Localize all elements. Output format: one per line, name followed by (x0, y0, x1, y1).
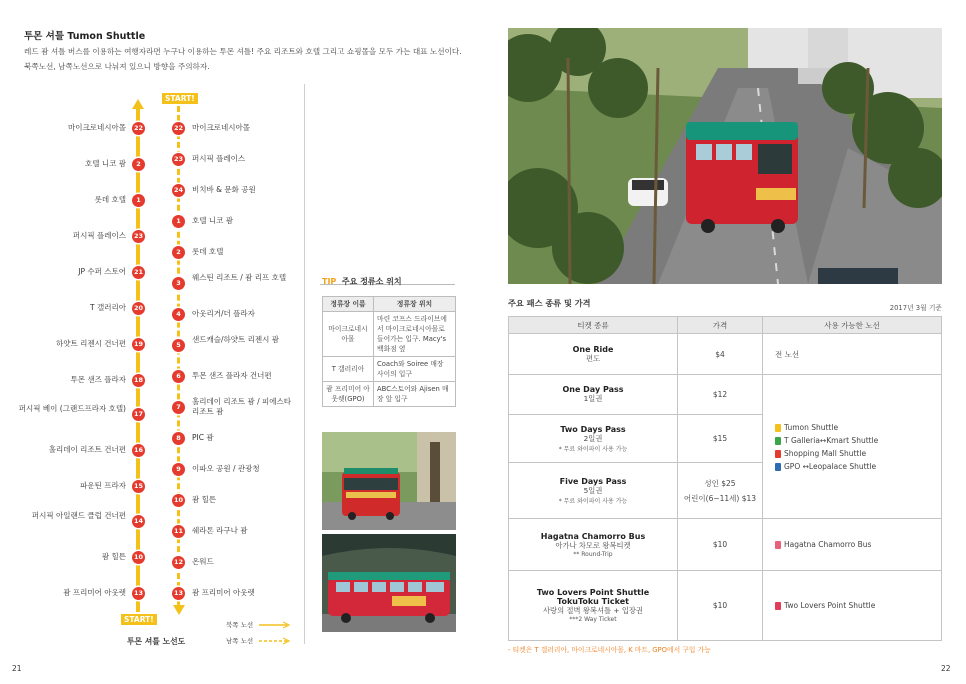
line-shopping-mall (775, 449, 937, 458)
pass-price-cell (678, 463, 763, 519)
south-stop-node: 11 (172, 525, 185, 538)
south-stop-label: 아웃리거/더 플라자 (192, 309, 255, 318)
pass-price: $10 (678, 519, 763, 571)
pass-price: $4 (678, 334, 763, 375)
south-arrow-icon (173, 605, 185, 615)
stop-name: 마이크로네시아몰 (323, 312, 374, 357)
shuttle-photo-1 (322, 432, 456, 530)
north-stop-node: 20 (132, 302, 145, 315)
legend-north (226, 620, 293, 629)
column-divider (304, 84, 305, 644)
table-row (323, 357, 456, 382)
north-stop-node: 23 (132, 230, 145, 243)
pass-date-note: 2017년 3월 기준 (889, 304, 942, 312)
south-stop-label: 홀리데이 리조트 괌 / 피에스타 리조트 괌 (192, 397, 292, 416)
stop-location: Coach와 Soiree 매장 사이의 입구 (374, 357, 456, 382)
north-stop-node: 16 (132, 444, 145, 457)
street-photo (508, 28, 942, 284)
table-row (323, 312, 456, 357)
north-stop-label: 퍼시픽 아일랜드 클럽 건너편 (31, 511, 126, 520)
pass-sub: 5일권 (583, 485, 603, 495)
south-stop-node: 23 (172, 153, 185, 166)
stop-header-location: 정류장 위치 (374, 297, 456, 312)
north-stop-label: 파운틴 프라자 (80, 481, 126, 490)
pass-note: * 무료 와이파이 사용 가능 (558, 497, 628, 505)
pass-name: Five Days Pass (559, 476, 627, 486)
south-stop-label: 웨스틴 리조트 / 괌 리프 호텔 (192, 273, 287, 282)
legend-south (226, 636, 293, 645)
pass-sub: 편도 (585, 353, 601, 363)
map-title: 투몬 셔틀 노선도 (127, 637, 186, 646)
line-label: GPO ↔Leopalace Shuttle (784, 461, 877, 471)
pass-ticket (509, 334, 678, 375)
south-stop-node: 12 (172, 556, 185, 569)
intro-text: 레드 괌 셔틀 버스를 이용하는 여행자라면 누구나 이용하는 투몬 셔틀! 주요 리조트와 호텔 그리고 쇼핑몰을 모두 가는 대표 노선이다. 북쪽노선, 남쪽노선으로 나눠져 있으니 방향을 주의하자. (24, 47, 462, 71)
pass-lines-lovers (763, 571, 942, 641)
stop-location: 마린 코프스 드라이브에서 마이크로네시아몰로 들어가는 입구. Macy's 백화점 옆 (374, 312, 456, 357)
south-stop-node: 4 (172, 308, 185, 321)
pass-ticket (509, 463, 678, 519)
north-stop-node: 19 (132, 338, 145, 351)
pass-name: One Ride (572, 344, 614, 354)
north-stop-node: 15 (132, 480, 145, 493)
north-stop-label: 롯데 호텔 (94, 195, 126, 204)
line-label: Shopping Mall Shuttle (784, 448, 867, 458)
north-stop-node: 13 (132, 587, 145, 600)
pass-name: Hagatna Chamorro Bus (540, 531, 646, 541)
south-stop-label: 투몬 샌즈 플라자 건너편 (192, 371, 272, 380)
shuttle-photo-2 (322, 534, 456, 632)
pass-ticket (509, 415, 678, 463)
legend-north-label: 북쪽 노선 (226, 621, 254, 629)
south-stop-node: 1 (172, 215, 185, 228)
table-row (509, 519, 942, 571)
north-stop-label: 괌 프리미어 아웃렛 (63, 588, 126, 597)
line-lovers-point (775, 601, 937, 610)
stop-header-name: 정류장 이름 (323, 297, 374, 312)
line-label: Hagatna Chamorro Bus (784, 540, 872, 549)
south-stop-node: 3 (172, 277, 185, 290)
south-stop-node: 10 (172, 494, 185, 507)
galleria-bus-icon (775, 437, 781, 445)
tip-badge: TIP (322, 277, 337, 286)
pass-price-child: 어린이(6~11세) $13 (683, 493, 757, 503)
legend-north-arrow-icon (259, 621, 293, 629)
south-stop-label: 쉐라톤 라구나 괌 (192, 526, 248, 535)
page-title: 투몬 셔틀 Tumon Shuttle (24, 31, 146, 42)
pass-header-lines: 사용 가능한 노선 (763, 317, 942, 334)
north-stop-node: 1 (132, 194, 145, 207)
table-row (509, 334, 942, 375)
south-stop-label: 롯데 호텔 (192, 247, 224, 256)
north-stop-node: 10 (132, 551, 145, 564)
pass-note: * 무료 와이파이 사용 가능 (558, 445, 628, 453)
pass-lines-group (763, 375, 942, 519)
pass-price: $15 (678, 415, 763, 463)
stop-name: 괌 프리미어 아웃렛(GPO) (323, 382, 374, 407)
hagatna-bus-icon (775, 541, 781, 549)
line-label: T Galleria↔Kmart Shuttle (784, 435, 879, 445)
tip-title: 주요 정류소 위치 (341, 277, 402, 286)
north-stop-label: 괌 힐튼 (101, 552, 126, 561)
north-stop-label: JP 수퍼 스토어 (78, 267, 126, 276)
south-stop-node: 7 (172, 401, 185, 414)
north-track (136, 108, 140, 612)
pass-name: Two Lovers Point Shuttle (536, 588, 650, 597)
south-stop-node: 8 (172, 432, 185, 445)
line-tumon (775, 423, 937, 432)
table-row (509, 571, 942, 641)
south-stop-label: 호텔 니코 괌 (192, 216, 233, 225)
south-stop-label: 온워드 (192, 557, 214, 566)
line-gpo-leopalace (775, 462, 937, 471)
gpo-bus-icon (775, 463, 781, 471)
pass-ticket (509, 519, 678, 571)
south-stop-label: 이파오 공원 / 관광청 (192, 464, 260, 473)
south-start-badge: START! (162, 93, 198, 104)
legend-south-label: 남쪽 노선 (226, 637, 254, 645)
stop-location: ABC스토어와 Ajisen 매장 앞 입구 (374, 382, 456, 407)
south-stop-node: 24 (172, 184, 185, 197)
south-stop-label: 샌드캐슬/하얏트 리젠시 괌 (192, 335, 279, 344)
table-row (509, 375, 942, 415)
pass-header-ticket: 티켓 종류 (509, 317, 678, 334)
north-stop-label: 퍼시픽 베이 (그랜드프라자 호텔) (18, 404, 126, 413)
north-stop-node: 22 (132, 122, 145, 135)
legend-south-arrow-icon (259, 637, 293, 645)
south-stop-label: 괌 힐튼 (192, 495, 217, 504)
south-stop-label: 비치바 & 문화 공원 (192, 185, 256, 194)
pass-note: ** Round-Trip (573, 550, 613, 558)
pass-name: One Day Pass (562, 385, 624, 394)
pass-sub: 사랑의 절벽 왕복셔틀 + 입장권 (543, 606, 643, 615)
line-label: Tumon Shuttle (784, 422, 839, 432)
south-stop-node: 9 (172, 463, 185, 476)
pass-sub: 아가나 차모로 왕복티켓 (555, 540, 631, 550)
south-stop-label: 마이크로네시아몰 (192, 123, 250, 132)
pass-ticket (509, 571, 678, 641)
pass-ticket (509, 375, 678, 415)
stop-location-table (322, 296, 456, 407)
south-stop-node: 2 (172, 246, 185, 259)
north-stop-node: 14 (132, 515, 145, 528)
pass-note: ***2 Way Ticket (569, 616, 617, 623)
south-stop-node: 13 (172, 587, 185, 600)
pass-price: $12 (678, 375, 763, 415)
pass-header-price: 가격 (678, 317, 763, 334)
south-stop-label: 퍼시픽 플레이스 (192, 154, 246, 163)
pass-lines-hagatna (763, 519, 942, 571)
south-stop-node: 22 (172, 122, 185, 135)
pass-name: Two Days Pass (560, 424, 626, 434)
line-label: Two Lovers Point Shuttle (784, 601, 876, 610)
stop-name: T 갤러리아 (323, 357, 374, 382)
pass-sub: 2일권 (583, 433, 603, 443)
table-row (323, 382, 456, 407)
pass-name-2: TokuToku Ticket (557, 597, 629, 606)
north-stop-label: 하얏트 리젠시 건너편 (56, 339, 126, 348)
tip-heading (322, 276, 402, 287)
north-stop-node: 21 (132, 266, 145, 279)
pass-sub: 1일권 (583, 394, 603, 403)
pass-table-title: 주요 패스 종류 및 가격 (508, 298, 591, 308)
south-stop-label: PIC 괌 (192, 433, 214, 442)
pass-lines-all: 전 노선 (763, 334, 942, 375)
page-number-left: 21 (12, 664, 22, 673)
north-stop-label: 투몬 샌즈 플라자 (70, 375, 126, 384)
purchase-footnote: - 티켓은 T 갤러리아, 마이크로네시아몰, K 마트, GPO에서 구입 가능 (508, 646, 711, 654)
south-stop-node: 5 (172, 339, 185, 352)
mall-bus-icon (775, 450, 781, 458)
south-stop-node: 6 (172, 370, 185, 383)
pass-price: $10 (678, 571, 763, 641)
lovers-bus-icon (775, 602, 781, 610)
tumon-bus-icon (775, 424, 781, 432)
page-number-right: 22 (941, 664, 951, 673)
line-hagatna (775, 540, 937, 549)
north-stop-node: 17 (132, 408, 145, 421)
north-start-badge: START! (121, 614, 157, 625)
south-stop-label: 괌 프리미어 아웃렛 (192, 588, 255, 597)
north-stop-label: 퍼시픽 플레이스 (72, 231, 126, 240)
north-stop-label: T 갤러리아 (90, 303, 126, 312)
line-galleria-kmart (775, 436, 937, 445)
north-stop-label: 호텔 니코 괌 (85, 159, 126, 168)
pass-price: 성인 $25 (704, 478, 736, 488)
north-stop-node: 2 (132, 158, 145, 171)
pass-price-table (508, 316, 942, 641)
north-stop-label: 홀리데이 리조트 건너편 (48, 445, 126, 454)
north-stop-node: 18 (132, 374, 145, 387)
north-stop-label: 마이크로네시아몰 (68, 123, 126, 132)
